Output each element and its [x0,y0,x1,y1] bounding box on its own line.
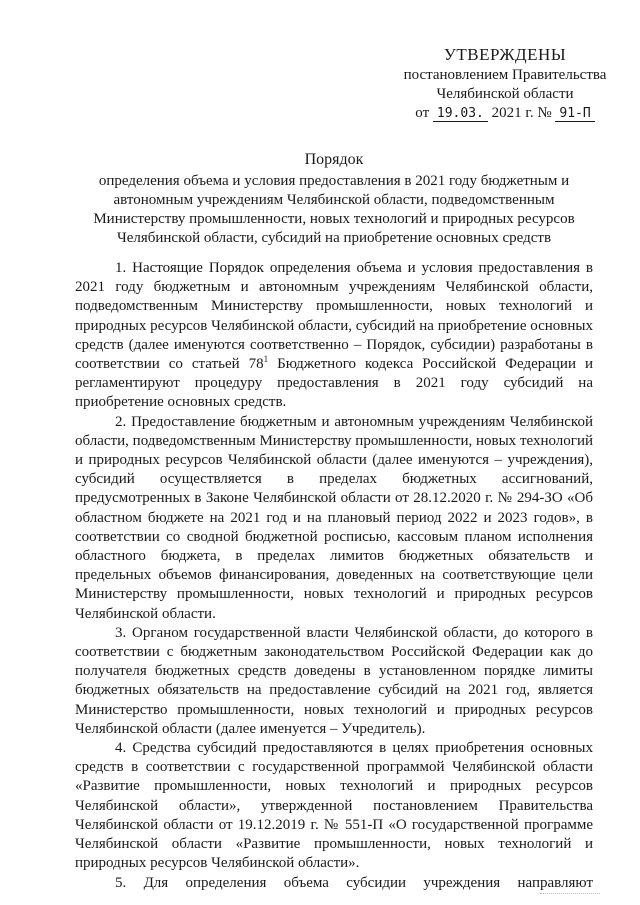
paragraph-5: 5. Для определения объема субсидии учреждения направляют [115,874,593,891]
scan-artifact [540,893,600,895]
title-head: Порядок [304,151,364,168]
approval-stamp [380,44,630,123]
paragraph-1 [75,259,593,413]
approval-line-1: постановлением Правительства [403,67,607,83]
superscript-mark: 1 [263,354,269,365]
title-line-4: Челябинской области, субсидий на приобретение основных средств [116,230,552,246]
title-line-3: Министерству промышленности, новых технологий и природных ресурсов [93,211,575,227]
title-line-2: автономным учреждениям Челябинской области, подведомственным [113,192,555,208]
paragraph-4: 4. Средства субсидий предоставляются в целях приобретения основных средств в соответствии с государственной программой Челябинской области «Развитие промышленности, новых технологий и природных ресурсов Челябинской области», утвержденной постановлением Правительства Челябинской области от 19.12.2019 г. № 551-П «О государственной программе Челябинской области «Развитие промышленности, новых технологий и природных ресурсов Челябинской области». [75,740,593,872]
paragraph-1-part-a: 1. Настоящие Порядок определения объема и условия предоставления в 2021 году бюджетным и автономным учреждениям Челябинской области, подведомственным Министерству промышленности, новых технологий и природных ресурсов Челябинской области, субсидий на приобретение основных средств (далее именуются соответственно – Порядок, субсидии) разработаны в соответствии со статьей 78 [75,260,593,373]
document-body [75,259,593,893]
approval-date-line [380,104,630,123]
date-prefix: от [415,105,430,121]
year-number-label: 2021 г. № [491,105,552,121]
handwritten-date: 19.03. [433,106,488,122]
handwritten-number: 91-П [555,106,594,122]
approval-line-2: Челябинской области [436,86,574,102]
paragraph-3: 3. Органом государственной власти Челябинской области, до которого в соответствии с бюджетным законодательством Российской Федерации как до получателя бюджетных средств доведены в установленном порядке лимиты бюджетных обязательств на предоставление субсидий на 2021 год, является Министерство промышленности, новых технологий и природных ресурсов Челябинской области (далее именуется – Учредитель). [75,624,593,737]
title-line-1: определения объема и условия предоставления в 2021 году бюджетным и [98,173,570,189]
document-title [60,150,608,248]
paragraph-2: 2. Предоставление бюджетным и автономным учреждениям Челябинской области, подведомственным Министерству промышленности, новых технологий и природных ресурсов Челябинской области (далее именуются – учреждения), субсидий осуществляется в пределах бюджетных ассигнований, предусмотренных в Законе Челябинской области от 28.12.2020 г. № 294-ЗО «Об областном бюджете на 2021 год и на плановый период 2022 и 2023 годов», в соответствии со сводной бюджетной росписью, кассовым планом исполнения областного бюджета, в пределах лимитов бюджетных обязательств и предельных объемов финансирования, доведенных на соответствующие цели Министерству промышленности, новых технологий и природных ресурсов Челябинской области. [75,413,593,622]
approval-title: УТВЕРЖДЕНЫ [443,45,567,64]
paragraph-1-part-b: Бюджетного кодекса Российской Федерации и регламентируют процедуру предоставления в 2021 году субсидий на приобретение основных средств. [75,356,593,411]
